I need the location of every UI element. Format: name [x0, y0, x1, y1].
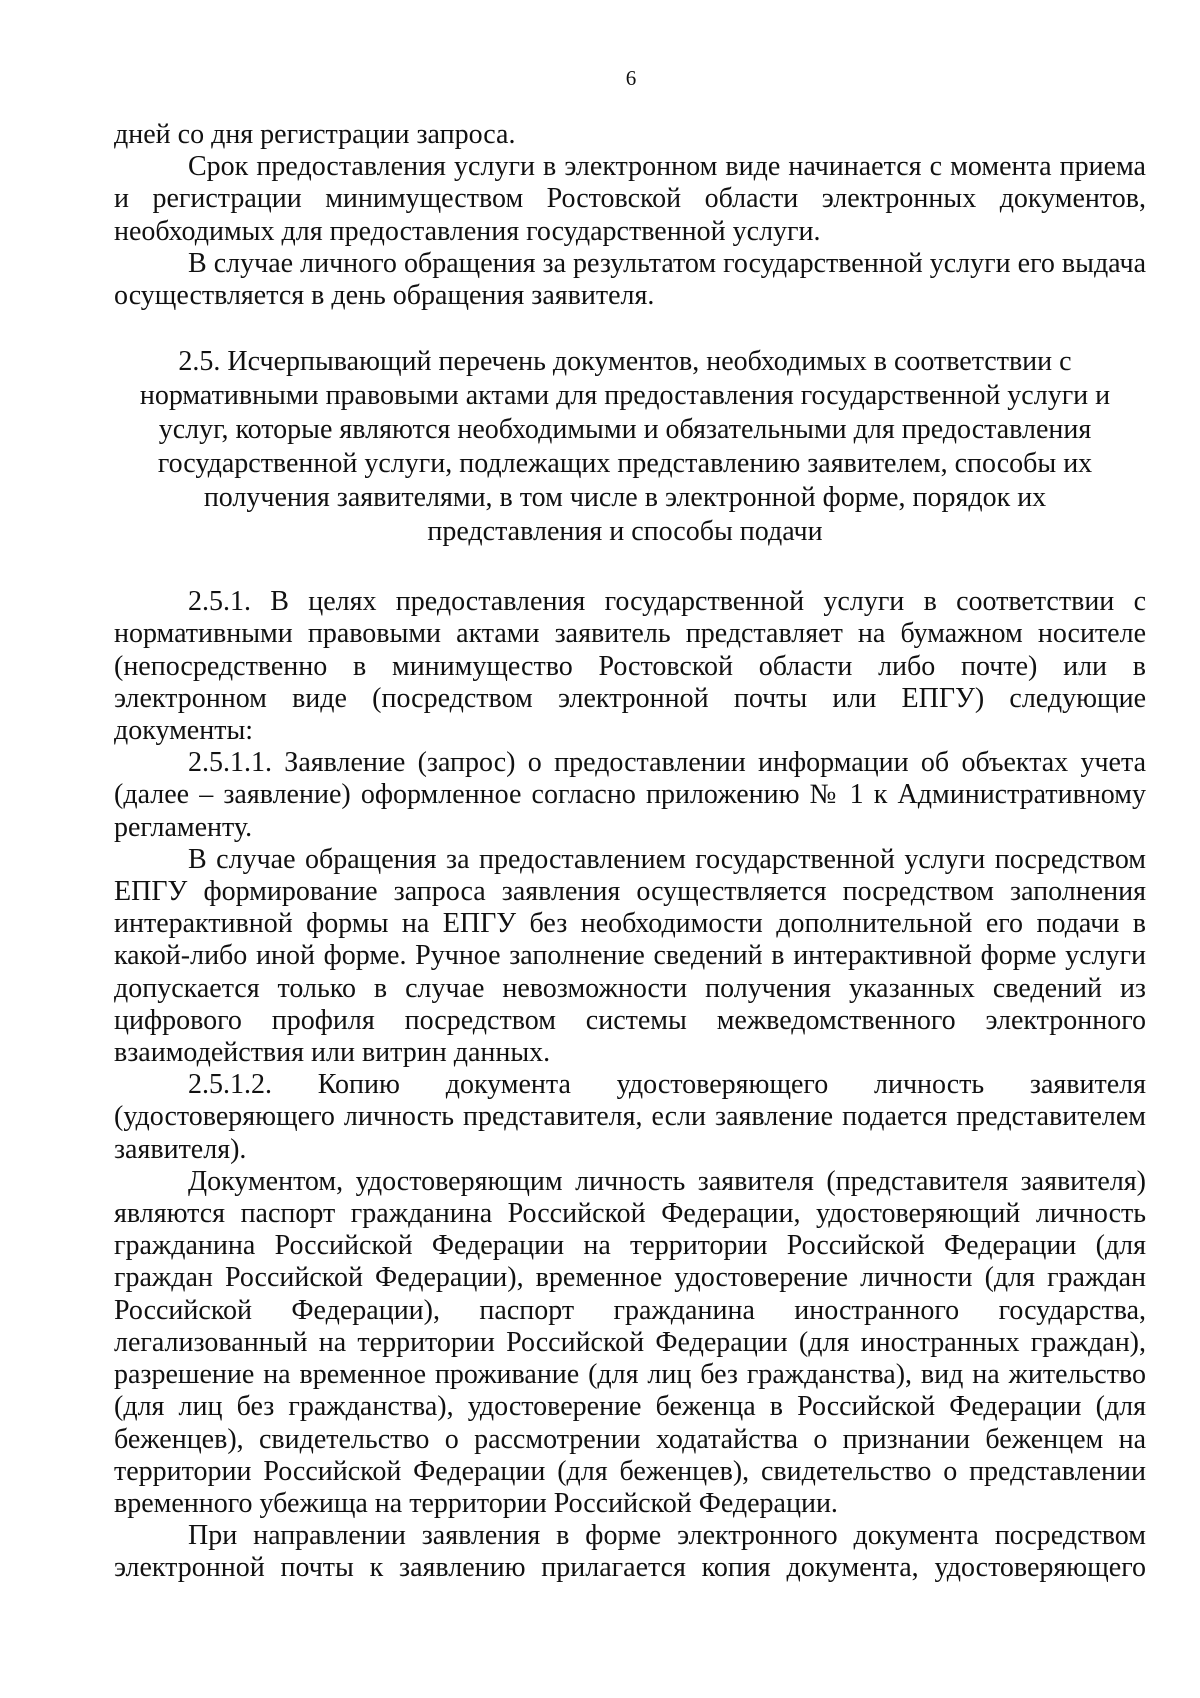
paragraph-2-5-1: 2.5.1. В целях предоставления государственной услуги в соответствии с нормативными правовыми актами заявитель представляет на бумажном носителе (непосредственно в минимущество Ростовской области либо почте) или в электронном виде (посредством электронной почты или ЕПГУ) следующие документы:: [114, 586, 1146, 747]
paragraph-2-5-1-1: 2.5.1.1. Заявление (запрос) о предоставлении информации об объектах учета (далее – заявление) оформленное согласно приложению № 1 к Административному регламенту.: [114, 747, 1146, 843]
paragraph-email-submission: При направлении заявления в форме электронного документа посредством электронной почты к заявлению прилагается копия документа, удостоверяющего: [114, 1520, 1146, 1584]
paragraph-personal-visit: В случае личного обращения за результатом государственной услуги его выдача осуществляется в день обращения заявителя.: [114, 247, 1146, 312]
document-body: [114, 119, 1146, 1585]
paragraph-identity-documents: Документом, удостоверяющим личность заявителя (представителя заявителя) являются паспорт гражданина Российской Федерации, удостоверяющий личность гражданина Российской Федерации на территории Российской Федерации (для граждан Российской Федерации), временное удостоверение личности (для граждан Российской Федерации), паспорт гражданина иностранного государства, легализованный на территории Российской Федерации (для иностранных граждан), разрешение на временное проживание (для лиц без гражданства), вид на жительство (для лиц без гражданства), удостоверение беженца в Российской Федерации (для беженцев), свидетельство о рассмотрении ходатайства о признании беженцем на территории Российской Федерации (для беженцев), свидетельство о представлении временного убежища на территории Российской Федерации.: [114, 1165, 1146, 1519]
paragraph-service-term: Срок предоставления услуги в электронном виде начинается с момента приема и регистрации минимуществом Ростовской области электронных документов, необходимых для предоставления государственной услуги.: [114, 151, 1146, 247]
page-number: 6: [625, 66, 637, 90]
paragraph-epgu: В случае обращения за предоставлением государственной услуги посредством ЕПГУ формирование запроса заявления осуществляется посредством заполнения интерактивной формы на ЕПГУ без необходимости дополнительной его подачи в какой-либо иной форме. Ручное заполнение сведений в интерактивной форме услуги допускается только в случае невозможности получения указанных сведений из цифрового профиля посредством системы межведомственного электронного взаимодействия или витрин данных.: [114, 843, 1146, 1069]
section-heading-2-5: 2.5. Исчерпывающий перечень документов, необходимых в соответствии с нормативными правовыми актами для предоставления государственной услуги и услуг, которые являются необходимыми и обязательными для предоставления государственной услуги, подлежащих представлению заявителем, способы их получения заявителями, в том числе в электронной форме, порядок их представления и способы подачи: [139, 346, 1111, 548]
paragraph-continuation: дней со дня регистрации запроса.: [114, 119, 516, 150]
paragraph-2-5-1-2: 2.5.1.2. Копию документа удостоверяющего личность заявителя (удостоверяющего личность представителя, если заявление подается представителем заявителя).: [114, 1069, 1146, 1165]
